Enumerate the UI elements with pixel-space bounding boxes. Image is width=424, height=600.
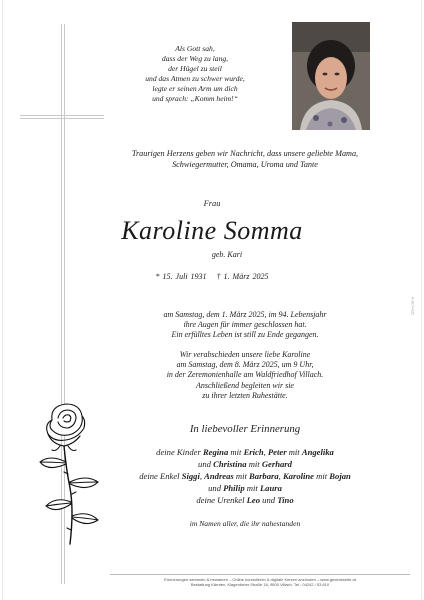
salutation: Frau	[203, 199, 221, 208]
partner-name: Laura	[259, 483, 282, 493]
funeral-details	[80, 350, 410, 401]
funeral-line: am Samstag, dem 8. März 2025, um 9 Uhr,	[176, 360, 314, 370]
birth-date: * 15. Juli 1931	[155, 272, 207, 281]
partner-name: Erich	[243, 447, 264, 457]
grandchild-name: Philip	[223, 483, 245, 493]
great-grandchild-name: Tino	[277, 495, 294, 505]
poem-line: der Hügel zu steil	[168, 64, 222, 73]
partner-name: Angelika	[301, 447, 334, 457]
closing-line: im Namen aller, die ihr nahestanden	[189, 519, 301, 528]
connector: mit	[235, 471, 247, 481]
funeral-line: Wir verabschieden unsere liebe Karoline	[179, 350, 311, 359]
connector: und	[198, 459, 211, 469]
life-dates	[0, 272, 424, 281]
great-grandchild-name: Leo	[246, 495, 261, 505]
children-line	[80, 458, 410, 470]
page-edge-right	[421, 0, 422, 600]
funeral-line: zu ihrer letzten Ruhestätte.	[202, 390, 288, 400]
child-name: Regina	[202, 447, 229, 457]
intro-line: Traurigen Herzens geben wir Nachricht, dass unsere geliebte Mama,	[131, 149, 359, 158]
poem-line: dass der Weg zu lang,	[161, 54, 229, 63]
funeral-line: in der Zeremonienhalle am Waldfriedhof Villach.	[166, 370, 324, 380]
poem-line: Als Gott sah,	[175, 44, 215, 53]
children-prefix: deine Kinder	[156, 447, 201, 457]
great-grandchildren-line	[80, 494, 410, 506]
poem-line: und sprach: „Komm heim!“	[152, 94, 238, 103]
connector: und	[208, 483, 221, 493]
grandchildren-line	[80, 482, 410, 494]
partner-name: Barbara	[249, 471, 279, 481]
maiden-name: geb. Kari	[211, 250, 243, 259]
family-list	[80, 446, 410, 506]
intro-line: Schwiegermutter, Omama, Uroma und Tante	[172, 160, 318, 169]
poem-line: legte er seinen Arm um dich	[152, 84, 238, 93]
footer-line: Erinnerungen sammeln & bewahren – Online kondolieren & digitale Kerzen anzünden – www.gedenkseite.at	[164, 577, 356, 582]
cross-horizontal-line-inner	[20, 118, 104, 119]
death-notice-line: ihre Augen für immer geschlossen hat.	[183, 320, 307, 330]
death-notice-line: am Samstag, dem 1. März 2025, im 94. Lebensjahr	[163, 310, 327, 319]
footer-divider	[110, 574, 410, 575]
grandchild-name: Karoline	[282, 471, 314, 481]
connector: mit	[248, 459, 260, 469]
death-date: † 1. März 2025	[216, 272, 269, 281]
death-notice	[80, 310, 410, 341]
reference-code: A-1674-025	[410, 296, 414, 315]
grandchild-name: Siggi	[181, 471, 200, 481]
children-line: deine Kinder Regina mit Erich, Peter mit Angelika	[156, 447, 334, 457]
cross-horizontal-line	[20, 115, 104, 116]
poem-line: und das Atmen zu schwer wurde,	[145, 74, 245, 83]
grandchild-name: Andreas	[204, 471, 234, 481]
memory-heading: In liebevoller Erinnerung	[189, 423, 301, 435]
child-name: Christina	[213, 459, 247, 469]
death-notice-line: Ein erfülltes Leben ist still zu Ende gegangen.	[171, 330, 319, 340]
portrait-photo	[292, 22, 370, 130]
footer-line: Bestattung Kärnten, Klagenfurter Straße 16, 9500 Villach, Tel.: 04242 / 53 810	[190, 582, 330, 587]
connector: mit	[246, 483, 258, 493]
connector: und	[262, 495, 276, 505]
child-name: Peter	[267, 447, 287, 457]
grandchildren-line: deine Enkel Siggi, Andreas mit Barbara, Karoline mit Bojan	[139, 471, 351, 481]
poem	[110, 44, 280, 104]
partner-name: Bojan	[329, 471, 351, 481]
funeral-line: Anschließend begleiten wir sie	[196, 380, 294, 390]
great-grandchildren-prefix: deine Urenkel	[196, 495, 245, 505]
grandchildren-prefix: deine Enkel	[139, 471, 180, 481]
connector: mit	[316, 471, 328, 481]
partner-name: Gerhard	[261, 459, 292, 469]
connector: mit	[288, 447, 300, 457]
page-edge-left	[2, 0, 3, 600]
footer	[110, 577, 410, 587]
intro-text	[80, 148, 410, 170]
connector: mit	[230, 447, 242, 457]
deceased-name: Karoline Somma	[121, 216, 303, 245]
